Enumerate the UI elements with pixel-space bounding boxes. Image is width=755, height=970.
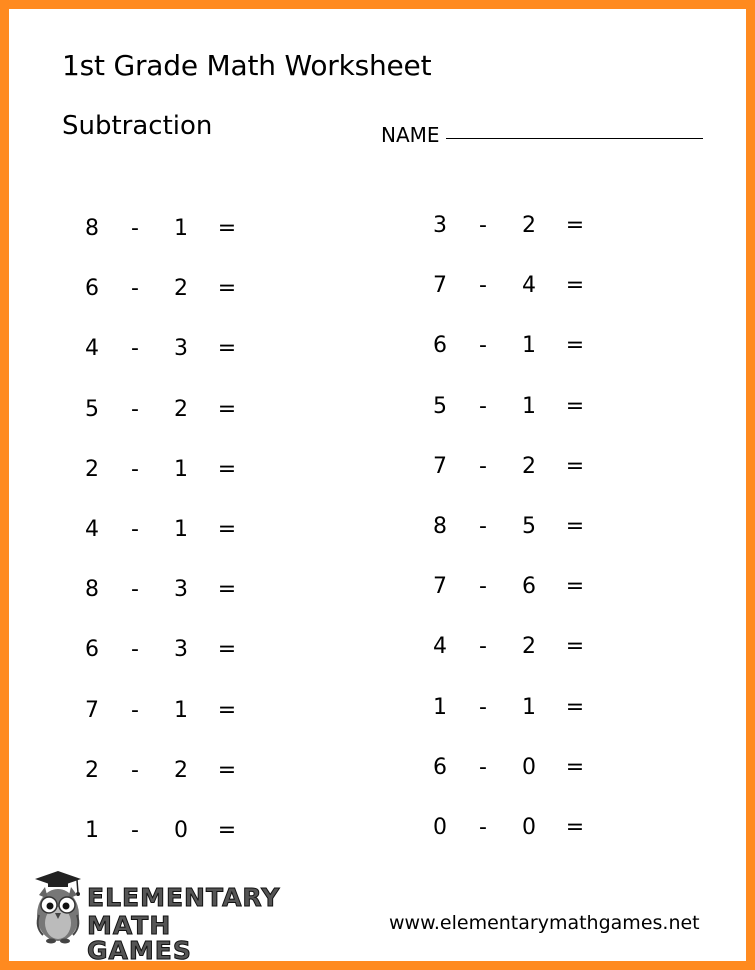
minuend: 4 [433,634,447,660]
equals-sign: = [217,216,237,241]
equals-sign: = [217,577,237,603]
subtrahend: 2 [522,453,536,479]
minus-sign: - [479,634,487,660]
minus-sign: - [131,637,139,663]
equals-sign: = [565,814,585,840]
equals-sign: = [217,637,237,663]
minuend: 2 [85,757,99,783]
minus-sign: - [131,336,139,362]
name-label: NAME [381,123,440,147]
subtrahend: 2 [522,634,536,660]
subtrahend: 2 [174,276,188,302]
minuend: 1 [85,817,99,843]
equals-sign: = [217,276,237,302]
worksheet-subtitle: Subtraction [62,111,213,141]
minus-sign: - [479,273,487,299]
equals-sign: = [217,336,237,362]
subtrahend: 0 [522,814,536,840]
minus-sign: - [479,333,487,359]
minus-sign: - [131,577,139,603]
subtrahend: 0 [522,754,536,780]
subtrahend: 1 [174,697,188,723]
equals-sign: = [217,516,237,542]
subtrahend: 0 [174,817,188,843]
logo-text-line2: MATH GAMES [87,911,192,965]
subtrahend: 3 [174,637,188,663]
minuend: 6 [85,637,99,663]
minus-sign: - [131,396,139,422]
subtrahend: 5 [522,513,536,539]
minuend: 8 [85,216,99,241]
worksheet-title: 1st Grade Math Worksheet [62,49,432,82]
minus-sign: - [479,513,487,539]
equals-sign: = [565,213,585,238]
minus-sign: - [131,697,139,723]
minuend: 5 [85,396,99,422]
elementary-math-games-logo [31,869,281,965]
minuend: 4 [85,516,99,542]
minuend: 6 [433,333,447,359]
minus-sign: - [479,213,487,238]
minuend: 8 [85,577,99,603]
equals-sign: = [217,817,237,843]
equals-sign: = [217,396,237,422]
minus-sign: - [479,453,487,479]
subtrahend: 1 [522,333,536,359]
equals-sign: = [565,453,585,479]
subtrahend: 1 [174,516,188,542]
equals-sign: = [217,456,237,482]
minuend: 2 [85,456,99,482]
minus-sign: - [131,817,139,843]
equals-sign: = [565,513,585,539]
owl-graduate-icon [31,869,85,947]
website-url[interactable]: www.elementarymathgames.net [389,912,700,934]
subtrahend: 1 [174,456,188,482]
minuend: 0 [433,814,447,840]
minus-sign: - [479,694,487,720]
minus-sign: - [479,574,487,600]
equals-sign: = [565,393,585,419]
minuend: 6 [433,754,447,780]
equals-sign: = [217,757,237,783]
minus-sign: - [479,393,487,419]
minus-sign: - [131,757,139,783]
subtrahend: 6 [522,574,536,600]
minuend: 8 [433,513,447,539]
minuend: 3 [433,213,447,238]
subtrahend: 2 [174,757,188,783]
subtrahend: 2 [522,213,536,238]
subtrahend: 1 [522,393,536,419]
equals-sign: = [565,694,585,720]
minuend: 4 [85,336,99,362]
equals-sign: = [565,273,585,299]
minuend: 5 [433,393,447,419]
name-line[interactable] [446,138,703,139]
minuend: 1 [433,694,447,720]
minuend: 7 [433,273,447,299]
equals-sign: = [565,333,585,359]
subtrahend: 3 [174,577,188,603]
subtrahend: 2 [174,396,188,422]
equals-sign: = [565,754,585,780]
subtrahend: 3 [174,336,188,362]
logo-text-line1: ELEMENTARY [87,883,281,912]
minus-sign: - [131,216,139,241]
subtrahend: 1 [522,694,536,720]
subtrahend: 4 [522,273,536,299]
equals-sign: = [217,697,237,723]
minus-sign: - [131,276,139,302]
equals-sign: = [565,634,585,660]
minuend: 7 [433,574,447,600]
minuend: 7 [85,697,99,723]
minuend: 7 [433,453,447,479]
subtrahend: 1 [174,216,188,241]
minus-sign: - [479,814,487,840]
equals-sign: = [565,574,585,600]
minus-sign: - [479,754,487,780]
minus-sign: - [131,516,139,542]
minuend: 6 [85,276,99,302]
minus-sign: - [131,456,139,482]
